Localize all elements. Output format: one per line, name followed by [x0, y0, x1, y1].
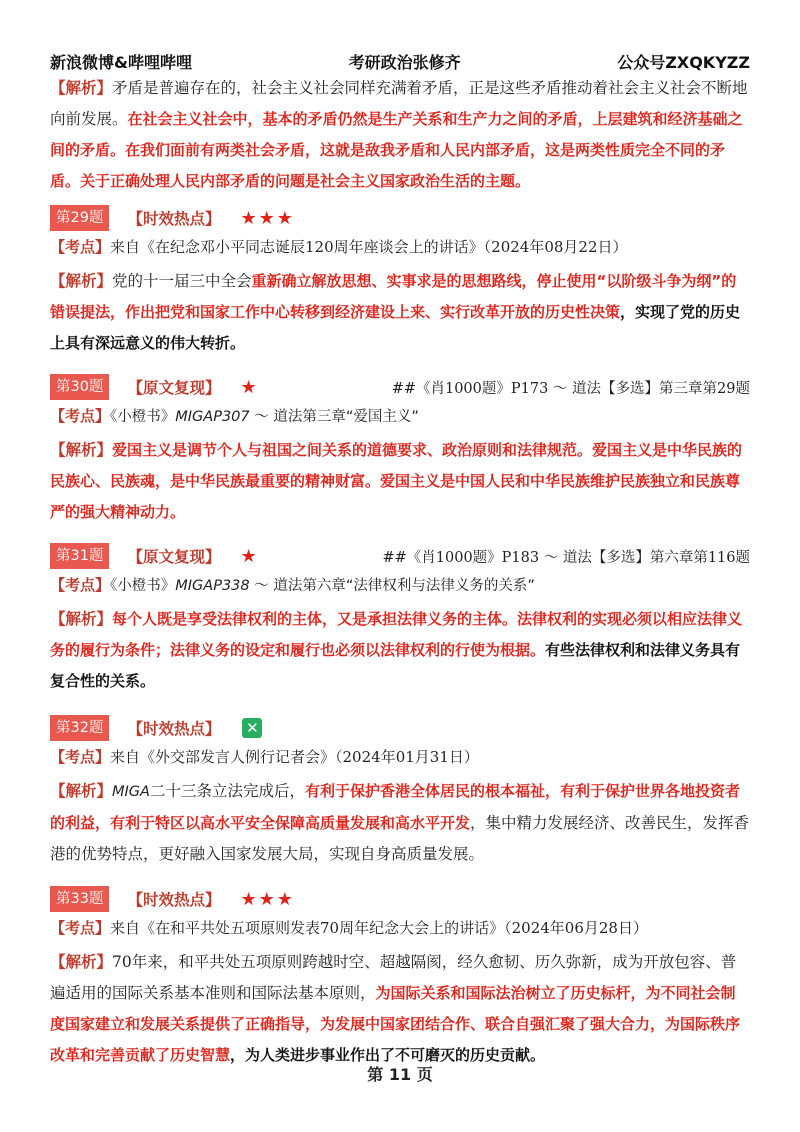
kaodian-chapter: ～ 道法第三章“爱国主义” [249, 409, 419, 425]
kaodian-label: 【考点】 [50, 748, 111, 766]
analysis-highlight: 为国际关系和国际法治树立了历史标杆，为不同社会制度国家建立和发展关系提供了正确指导，为发展中国家团结合作、联合自强汇聚了强大合力，为国际秩序改革和完善贡献了历史智慧 [50, 984, 741, 1064]
question-33-kaodian [50, 915, 750, 941]
question-31-analysis [50, 603, 750, 697]
star-rating: ★★★ [240, 888, 295, 910]
kaodian-label: 【考点】 [50, 576, 111, 594]
question-category: 【原文复现】 [127, 378, 221, 397]
question-category: 【时效热点】 [127, 209, 221, 228]
page-number: 第 11 页 [367, 1065, 433, 1084]
analysis-text: 二十三条立法完成后， [149, 782, 305, 800]
star-rating: ★★★ [240, 207, 295, 229]
analysis-highlight: 爱国主义是调节个人与祖国之间关系的道德要求、政治原则和法律规范。爱国主义是中华民族的民族心、民族魂，是中华民族最重要的精神财富。爱国主义是中国人民和中华民族维护民族独立和民族尊严的强大精神动力。 [50, 441, 743, 521]
analysis-bold: ，实现了党的历史上具有深远意义的伟大转折。 [50, 303, 741, 352]
top-analysis-highlight: 在社会主义社会中，基本的矛盾仍然是生产关系和生产力之间的矛盾，上层建筑和经济基础之间的矛盾。在我们面前有两类社会矛盾，这就是敌我矛盾和人民内部矛盾，这是两类性质完全不同的矛盾。关于正确处理人民内部矛盾的问题是社会主义国家政治生活的主题。 [50, 110, 743, 190]
analysis-label: 【解析】 [50, 271, 113, 290]
analysis-label: 【解析】 [50, 78, 113, 97]
question-number-badge: 第33题 [50, 886, 109, 912]
star-rating: ★ [240, 545, 259, 567]
analysis-text: 党的十一届三中全会 [112, 272, 252, 290]
question-29-header [50, 205, 750, 231]
kaodian-text: 来自《外交部发言人例行记者会》（2024年01月31日） [110, 748, 479, 766]
top-analysis-text: 矛盾是普遍存在的，社会主义社会同样充满着矛盾，正是这些矛盾推动着社会主义社会不断地向前发展。 [50, 79, 748, 128]
analysis-text-2: 和平共处五项原则跨越时空、超越隔阂，经久愈韧、历久弥新，成为开放包容、普遍适用的国际关系基本准则和国际法基本原则， [50, 953, 737, 1002]
question-33-header [50, 886, 750, 912]
question-32-header [50, 715, 750, 741]
kaodian-code: MIGAP307 [175, 409, 250, 425]
question-category: 【时效热点】 [127, 890, 221, 909]
analysis-bold: 有些法律权利和法律义务具有复合性的关系。 [50, 641, 741, 690]
analysis-label: 【解析】 [50, 781, 113, 800]
question-number-badge: 第30题 [50, 374, 109, 400]
analysis-code: MIGA [112, 784, 150, 800]
question-30-kaodian [50, 403, 750, 430]
question-29-kaodian [50, 234, 750, 260]
analysis-highlight: 重新确立解放思想、实事求是的思想路线，停止使用“以阶级斗争为纲”的错误提法，作出把党和国家工作中心转移到经济建设上来、实行改革开放的历史性决策 [50, 272, 737, 321]
kaodian-label: 【考点】 [50, 407, 111, 425]
question-30-header [50, 374, 750, 400]
question-number-badge: 第31题 [50, 543, 109, 569]
top-analysis-para [50, 72, 750, 197]
analysis-bold: ，为人类进步事业作出了不可磨灭的历史贡献。 [230, 1046, 546, 1064]
question-category: 【时效热点】 [127, 719, 221, 738]
question-number-badge: 第29题 [50, 205, 109, 231]
question-31-kaodian [50, 572, 750, 599]
kaodian-label: 【考点】 [50, 919, 111, 937]
header-center: 考研政治张修齐 [348, 52, 461, 72]
top-analysis [50, 72, 750, 197]
analysis-label: 【解析】 [50, 952, 113, 971]
header-right: 公众号ZXQKYZZ [617, 52, 750, 72]
question-33-analysis [50, 946, 750, 1071]
analysis-label: 【解析】 [50, 609, 113, 628]
kaodian-text: 来自《在和平共处五项原则发表70周年纪念大会上的讲话》（2024年06月28日） [110, 919, 648, 937]
question-32-analysis [50, 775, 750, 870]
question-32-kaodian [50, 744, 750, 770]
analysis-text: 70年来， [112, 953, 179, 971]
question-number-badge: 第32题 [50, 715, 109, 741]
reference-source: ##《肖1000题》P173 ～ 道法【多选】第三章第29题 [391, 380, 750, 397]
reference-source: ##《肖1000题》P183 ～ 道法【多选】第六章第116题 [382, 549, 750, 566]
kaodian-book: 《小橙书》 [110, 409, 176, 425]
kaodian-text: 来自《在纪念邓小平同志诞辰120周年座谈会上的讲话》（2024年08月22日） [110, 238, 628, 256]
cross-mark-icon: ✕ [242, 718, 262, 738]
question-category: 【原文复现】 [127, 547, 221, 566]
header-left: 新浪微博&哔哩哔哩 [50, 52, 192, 72]
question-31-header [50, 543, 750, 569]
analysis-label: 【解析】 [50, 440, 113, 459]
analysis-text-end: ，集中精力发展经济、改善民生，发挥香港的优势特点，更好融入国家发展大局，实现自身高质量发展。 [50, 814, 750, 863]
question-30-analysis [50, 434, 750, 528]
kaodian-chapter: ～ 道法第六章“法律权利与法律义务的关系” [249, 578, 535, 594]
kaodian-label: 【考点】 [50, 238, 111, 256]
star-rating: ★ [240, 376, 259, 398]
page-header [50, 50, 750, 72]
analysis-highlight: 有利于保护香港全体居民的根本福祉，有利于保护世界各地投资者的利益，有利于特区以高水平安全保障高质量发展和高水平开发 [50, 782, 740, 832]
question-29-analysis [50, 265, 750, 359]
kaodian-code: MIGAP338 [175, 578, 250, 594]
kaodian-book: 《小橙书》 [110, 578, 176, 594]
analysis-highlight: 每个人既是享受法律权利的主体，又是承担法律义务的主体。法律权利的实现必须以相应法律义务的履行为条件；法律义务的设定和履行也必须以法律权利的行使为根据。 [50, 610, 743, 659]
